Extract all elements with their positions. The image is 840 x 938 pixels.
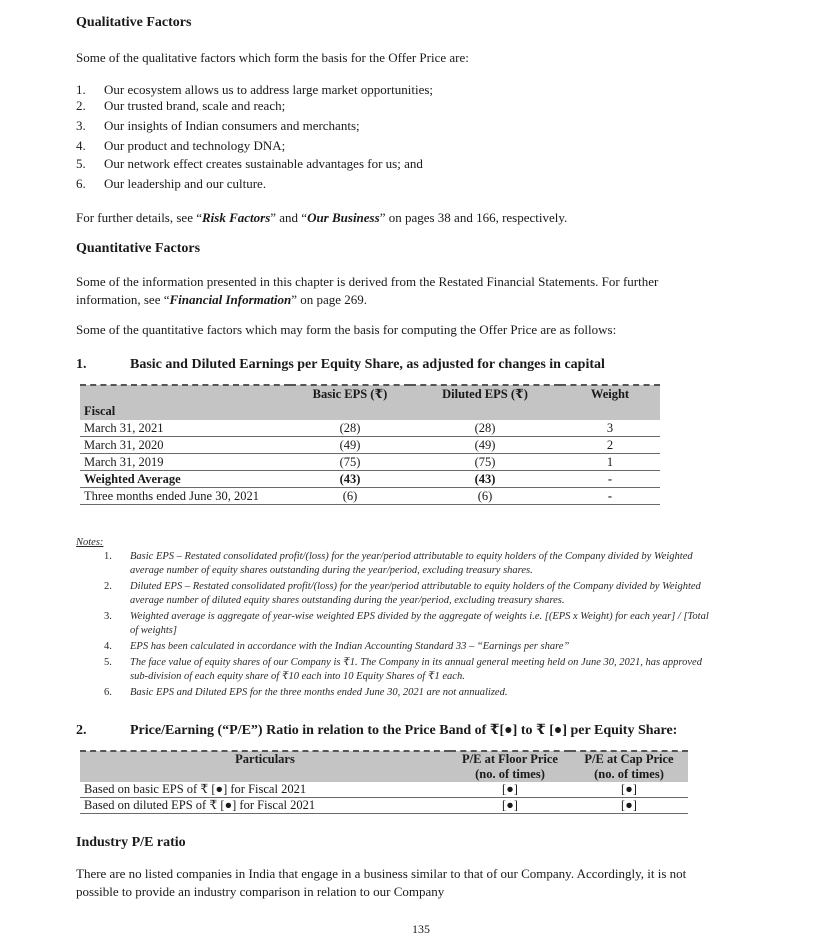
quantitative-para-line2: information, see “Financial Information” on page 269.	[76, 292, 368, 307]
industry-line1: There are no listed companies in India that engage in a business similar to that of our Company. Accordingly, it is not	[76, 866, 687, 881]
weight-cell: 2	[560, 437, 660, 454]
row-label: March 31, 2019	[80, 454, 290, 471]
col-diluted-eps: Diluted EPS (₹)	[410, 385, 560, 403]
table-row	[80, 454, 660, 471]
eps-table	[80, 384, 660, 505]
basic-eps-cell: (75)	[290, 454, 410, 471]
pe-cap-cell: [●]	[570, 798, 688, 814]
basic-eps-cell: (49)	[290, 437, 410, 454]
col-pe-floor-sub: (no. of times)	[450, 767, 570, 782]
col-pe-cap-sub: (no. of times)	[570, 767, 688, 782]
col-pe-floor: P/E at Floor Price	[450, 751, 570, 767]
list-item: 2. Our trusted brand, scale and reach;	[76, 98, 286, 113]
weight-cell: 3	[560, 420, 660, 437]
section2-number: 2.	[76, 723, 87, 738]
row-label: Three months ended June 30, 2021	[80, 488, 290, 505]
quantitative-para2: Some of the quantitative factors which may form the basis for computing the Offer Price are as follows:	[76, 322, 617, 337]
notes-heading: Notes:	[76, 537, 104, 548]
list-item: 4. Our product and technology DNA;	[76, 138, 286, 153]
table-row	[80, 437, 660, 454]
row-label: Weighted Average	[80, 471, 290, 488]
col-particulars: Particulars	[80, 751, 450, 782]
col-basic-eps: Basic EPS (₹)	[290, 385, 410, 403]
diluted-eps-cell: (28)	[410, 420, 560, 437]
list-item: 1. Our ecosystem allows us to address large market opportunities;	[76, 82, 434, 97]
pe-floor-cell: [●]	[450, 782, 570, 798]
page-number: 135	[412, 922, 430, 936]
list-item: 5. Our network effect creates sustainable advantages for us; and	[76, 156, 423, 171]
table-header-cell	[80, 385, 290, 403]
industry-heading: Industry P/E ratio	[76, 835, 186, 850]
table-header-row	[80, 403, 660, 420]
qualitative-intro: Some of the qualitative factors which form the basis for the Offer Price are:	[76, 50, 469, 65]
table-row	[80, 782, 688, 798]
basic-eps-cell: (43)	[290, 471, 410, 488]
list-item: 6. Our leadership and our culture.	[76, 176, 267, 191]
table-row	[80, 798, 688, 814]
row-label: Based on diluted EPS of ₹ [●] for Fiscal 2021	[80, 798, 450, 814]
weight-cell: -	[560, 471, 660, 488]
row-label: March 31, 2020	[80, 437, 290, 454]
col-pe-cap: P/E at Cap Price	[570, 751, 688, 767]
diluted-eps-cell: (75)	[410, 454, 560, 471]
further-details: For further details, see “Risk Factors” and “Our Business” on pages 38 and 166, respectively.	[76, 210, 568, 225]
weight-cell: -	[560, 488, 660, 505]
table-header-row	[80, 385, 660, 403]
section2-title: Price/Earning (“P/E”) Ratio in relation to the Price Band of ₹[●] to ₹ [●] per Equity Share:	[130, 723, 678, 738]
table-header-row	[80, 751, 688, 767]
quantitative-heading: Quantitative Factors	[76, 241, 201, 256]
table-row	[80, 471, 660, 488]
document-page: Qualitative Factors Some of the qualitative factors which form the basis for the Offer Price are: 1. Our ecosystem allows us to address large market opportunities; 2. Our trusted brand, scale and reach; 3. Our insights of Indian consumers and merchants; 4. Our product and technology DNA; 5. Our network effect creates sustainable advantages for us; and 6. Our leadership and our culture. For further details, see “Risk Factors” and “Our Business” on pages 38 and 166, respectively. Quantitative Factors Some of the information presented in this chapter is derived from the Restated Financial Statements. For further information, see “Financial Information” on page 269. Some of the quantitative factors which may form the basis for computing the Offer Price are as follows: 1. Basic and Diluted Earnings per Equity Share, as adjusted for changes in capital Basic EPS (₹) Diluted EPS (₹) Weight Fiscal March 31, 2021 (28) (28) 3 March 31, 2020 (49) (49) 2 March 31, 2019 (75) (75) 1 Weighted Average (43) (43) - Three months ended June 30, 2021 (6) (6) - Notes: 1. Basic EPS – Restated consolidated profit/(loss) for the year/period attributable to equity holders of the Company divided by Weighted average number of equity shares outstanding during the year/period, excluding treasury shares. 2. Diluted EPS – Restated consolidated profit/(loss) for the year/period attributable to equity holders of the Company divided by Weighted average number of diluted equity shares outstanding during the year/period, excluding treasury shares. 3. Weighted average is aggregate of year-wise weighted EPS divided by the aggregate of weights i.e. [(EPS x Weight) for each year] / [Total of weights] 4. EPS has been calculated in accordance with the Indian Accounting Standard 33 – “Earnings per share” 5. The face value of equity shares of our Company is ₹1. The Company in its annual general meeting held on June 30, 2021, has approved sub-division of each equity share of ₹10 each into 10 Equity Shares of ₹1 each. 6. Basic EPS and Diluted EPS for the three months ended June 30, 2021 are not annualized. 2. Price/Earning (“P/E”) Ratio in relation to the Price Band of ₹[●] to ₹ [●] per Equity Share: Particulars P/E at Floor Price P/E at Cap Price (no. of times) (no. of times) Based on basic EPS of ₹ [●] for Fiscal 2021 [●] [●] Based on diluted EPS of ₹ [●] for Fiscal 2021 [●] [●] Industry P/E ratio There are no listed companies in India that engage in a business similar to that of our Company. Accordingly, it is not possible to provide an industry comparison in relation to our Company 135	[76, 15, 709, 936]
pe-cap-cell: [●]	[570, 782, 688, 798]
pe-floor-cell: [●]	[450, 798, 570, 814]
table-row	[80, 420, 660, 437]
row-label: Based on basic EPS of ₹ [●] for Fiscal 2021	[80, 782, 450, 798]
section1-title: Basic and Diluted Earnings per Equity Share, as adjusted for changes in capital	[130, 357, 605, 372]
diluted-eps-cell: (49)	[410, 437, 560, 454]
row-label: March 31, 2021	[80, 420, 290, 437]
section1-number: 1.	[76, 357, 87, 372]
qualitative-heading: Qualitative Factors	[76, 15, 192, 30]
table-row	[80, 488, 660, 505]
basic-eps-cell: (28)	[290, 420, 410, 437]
quantitative-para-line1: Some of the information presented in this chapter is derived from the Restated Financial Statements. For further	[76, 274, 659, 289]
pe-table	[80, 750, 688, 814]
diluted-eps-cell: (43)	[410, 471, 560, 488]
basic-eps-cell: (6)	[290, 488, 410, 505]
industry-line2: possible to provide an industry comparison in relation to our Company	[76, 884, 445, 899]
col-fiscal: Fiscal	[80, 403, 290, 420]
diluted-eps-cell: (6)	[410, 488, 560, 505]
list-item: 3. Our insights of Indian consumers and merchants;	[76, 118, 360, 133]
weight-cell: 1	[560, 454, 660, 471]
col-weight: Weight	[560, 385, 660, 403]
